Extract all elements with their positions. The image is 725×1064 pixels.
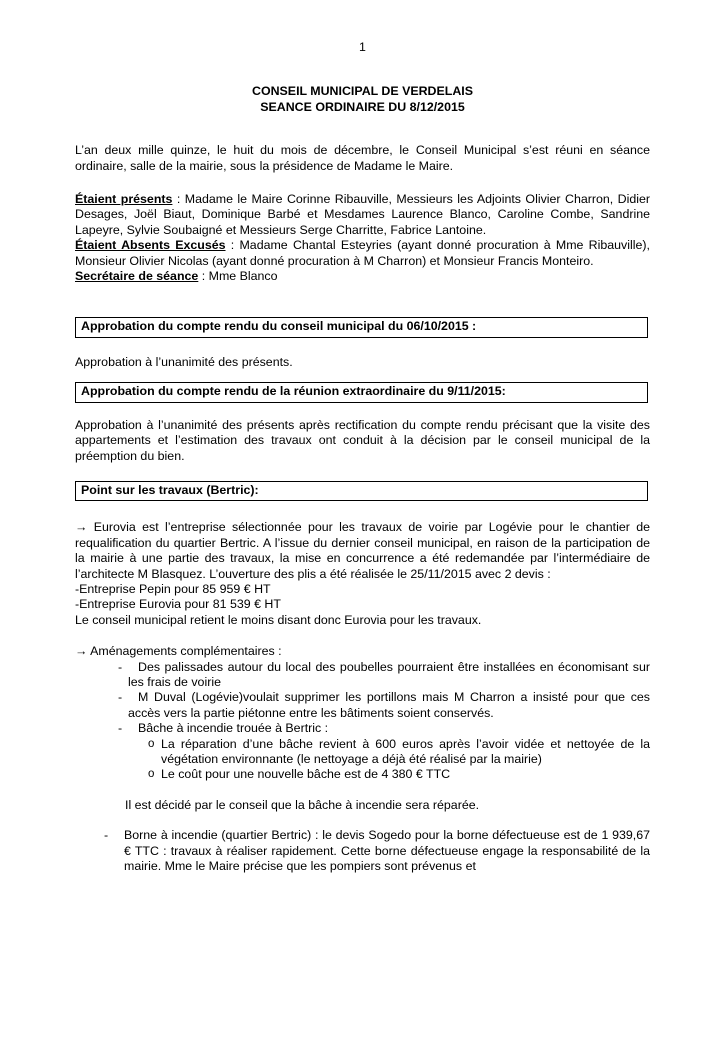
document-title [75,84,650,115]
page-content [0,40,725,874]
dash-marker: - [118,721,123,736]
circle-marker: o [148,737,155,750]
bullet-item-bache [75,721,650,736]
document-page [0,40,725,1064]
sub-bullet-text: La réparation d’une bâche revient à 600 euros après l’avoir vidée et nettoyée de la végétation environnante (le nettoyage a déjà été réalisé par la mairie) [161,736,650,766]
secretary-line [75,269,650,284]
decision-note: Il est décidé par le conseil que la bâche à incendie sera réparée. [125,797,480,812]
devis-conclusion: Le conseil municipal retient le moins disant donc Eurovia pour les travaux. [75,612,482,627]
section-heading-travaux: Point sur les travaux (Bertric): [75,481,648,501]
approbation-extraordinaire-body: Approbation à l’unanimité des présents après rectification du compte rendu précisant que la visite des appartements et l’estimation des travaux ont conduit à la décision par le conseil municipal de la préemption du bien. [75,417,650,463]
sub-bullet-item-reparation [75,737,650,768]
absents-label: Étaient Absents Excusés [75,238,226,253]
page-number: 1 [359,40,366,54]
approbation-cm-body: Approbation à l’unanimité des présents. [75,354,293,369]
bullet-item-portillons [75,690,650,721]
circle-marker: o [148,768,155,781]
attendance-section [75,192,650,284]
bullet-item-palissades [75,660,650,691]
presents-line [75,192,650,238]
title-line-2: SEANCE ORDINAIRE DU 8/12/2015 [260,99,465,114]
sub-bullet-item-cout [75,767,650,782]
absents-text: : Madame Chantal Esteyries (ayant donné procuration à Mme Ribauville), Monsieur Olivier Nicolas (ayant donné procuration à M Charron) et Monsieur Francis Monteiro. [75,238,650,268]
eurovia-paragraph: → Eurovia est l’entreprise sélectionnée pour les travaux de voirie par Logévie pour le chantier de requalification du quartier Bertric. A l’issue du dernier conseil municipal, en raison de la participation de la mairie à une partie des travaux, la mise en concurrence a été redemandée par l’intermédiaire de l’architecte M Blasquez. L’ouverture des plis a été réalisée le 25/11/2015 avec 2 devis : [75,520,650,581]
sub-bullet-text: Le coût pour une nouvelle bâche est de 4 380 € TTC [161,767,451,782]
bullet-item-borne [75,828,650,874]
presents-label: Étaient présents [75,192,173,207]
section-heading-approbation-cm: Approbation du compte rendu du conseil municipal du 06/10/2015 : [75,317,648,337]
absents-line [75,238,650,269]
bullet-text: M Duval (Logévie)voulait supprimer les portillons mais M Charron a insisté pour que ces accès vers la partie piétonne entre les bâtiments soient conservés. [128,690,650,720]
dash-marker: - [118,690,123,705]
devis-line-eurovia: -Entreprise Eurovia pour 81 539 € HT [75,597,281,612]
dash-marker: - [104,828,109,843]
devis-line-pepin: -Entreprise Pepin pour 85 959 € HT [75,581,271,596]
bullet-text: Bâche à incendie trouée à Bertric : [138,721,329,736]
secretary-text: : Mme Blanco [198,269,278,284]
title-line-1: CONSEIL MUNICIPAL DE VERDELAIS [252,84,473,99]
presents-text: : Madame le Maire Corinne Ribauville, Messieurs les Adjoints Olivier Charron, Didier Desages, Joël Biaut, Dominique Barbé et Mesdames Laurence Blanco, Caroline Combe, Sandrine Lapeyre, Sylvie Soubaigné et Messieurs Serge Charritte, Fabrice Lantoine. [75,192,651,237]
dash-marker: - [118,659,123,674]
secretary-label: Secrétaire de séance [75,269,199,284]
intro-paragraph: L’an deux mille quinze, le huit du mois de décembre, le Conseil Municipal s’est réuni en séance ordinaire, salle de la mairie, sous la présidence de Madame le Maire. [75,143,650,173]
amenagements-heading: → Aménagements complémentaires : [75,644,282,659]
bullet-text: Borne à incendie (quartier Bertric) : le devis Sogedo pour la borne défectueuse est de 1 939,67 € TTC : travaux à réaliser rapidement. Cette borne défectueuse engage la responsabilité de la mairie. Mme le Maire précise que les pompiers sont prévenus et [124,828,650,874]
section-heading-approbation-extraordinaire: Approbation du compte rendu de la réunion extraordinaire du 9/11/2015: [75,382,648,402]
bullet-text: Des palissades autour du local des poubelles pourraient être installées en économisant sur les frais de voirie [128,659,650,689]
